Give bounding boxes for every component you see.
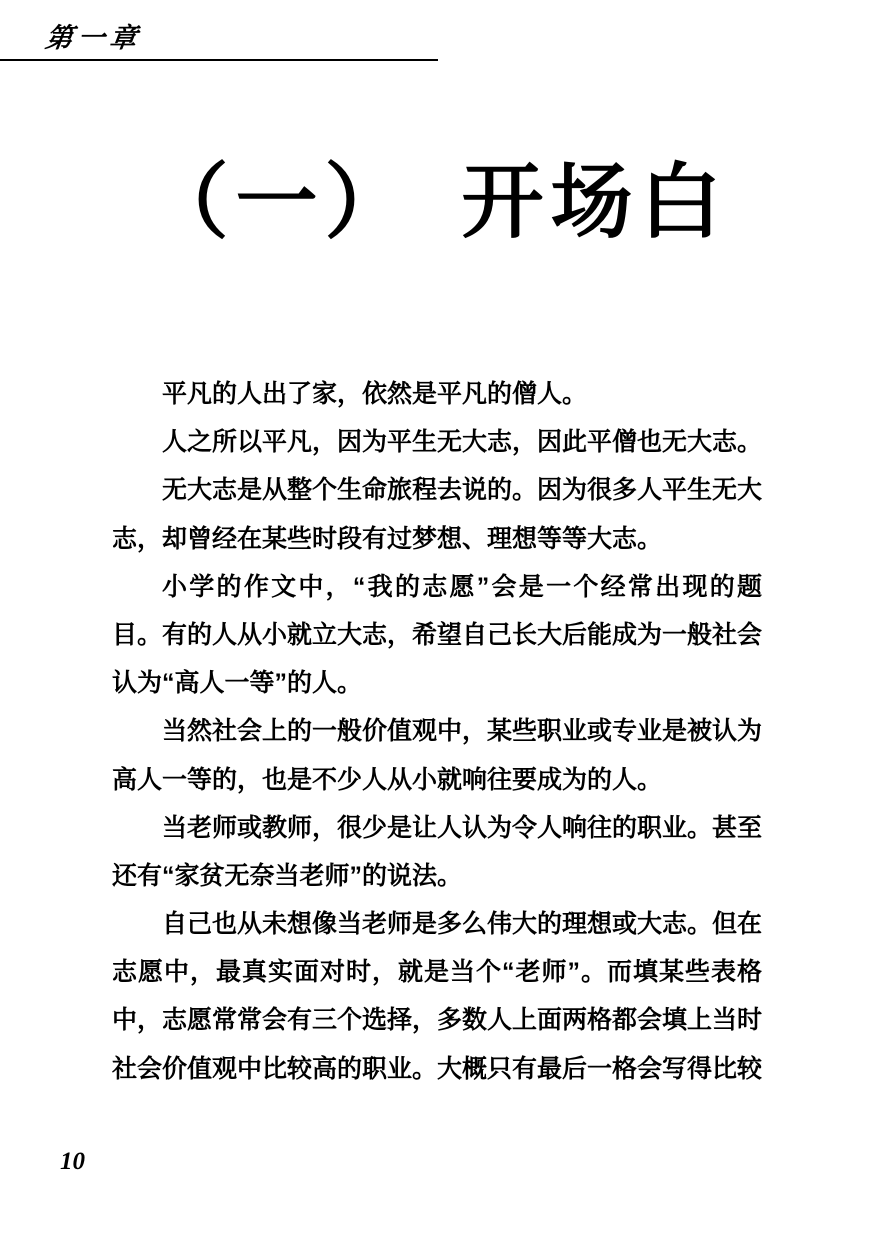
text-line: 还有“家贫无奈当老师”的说法。 <box>112 861 463 890</box>
text-line: 目。有的人从小就立大志，希望自己长大后能成为一般社会 <box>112 620 762 649</box>
chapter-header: 第一章 <box>43 23 144 53</box>
text-line: 当老师或教师，很少是让人认为令人响往的职业。甚至 <box>162 813 762 842</box>
text-line: 无大志是从整个生命旅程去说的。因为很多人平生无大 <box>162 476 762 505</box>
text-line: 自己也从未想像当老师是多么伟大的理想或大志。但在 <box>162 910 762 939</box>
header-divider <box>0 59 438 61</box>
text-line: 中，志愿常常会有三个选择，多数人上面两格都会填上当时 <box>112 1006 762 1035</box>
text-line: 高人一等的，也是不少人从小就响往要成为的人。 <box>112 765 663 794</box>
section-title: （一） 开场白 <box>146 157 729 248</box>
text-line: 志，却曾经在某些时段有过梦想、理想等等大志。 <box>112 524 663 553</box>
page-number: 10 <box>60 1148 85 1175</box>
text-line: 小学的作文中，“我的志愿”会是一个经常出现的题 <box>162 572 762 601</box>
body-text <box>112 370 762 1093</box>
text-line: 人之所以平凡，因为平生无大志，因此平僧也无大志。 <box>162 428 762 457</box>
text-line: 认为“高人一等”的人。 <box>112 669 363 698</box>
text-line: 平凡的人出了家，依然是平凡的僧人。 <box>162 380 588 408</box>
text-line: 当然社会上的一般价值观中，某些职业或专业是被认为 <box>162 717 762 746</box>
text-line: 志愿中，最真实面对时，就是当个“老师”。而填某些表格 <box>112 958 762 987</box>
text-line: 社会价值观中比较高的职业。大概只有最后一格会写得比较 <box>112 1054 762 1083</box>
